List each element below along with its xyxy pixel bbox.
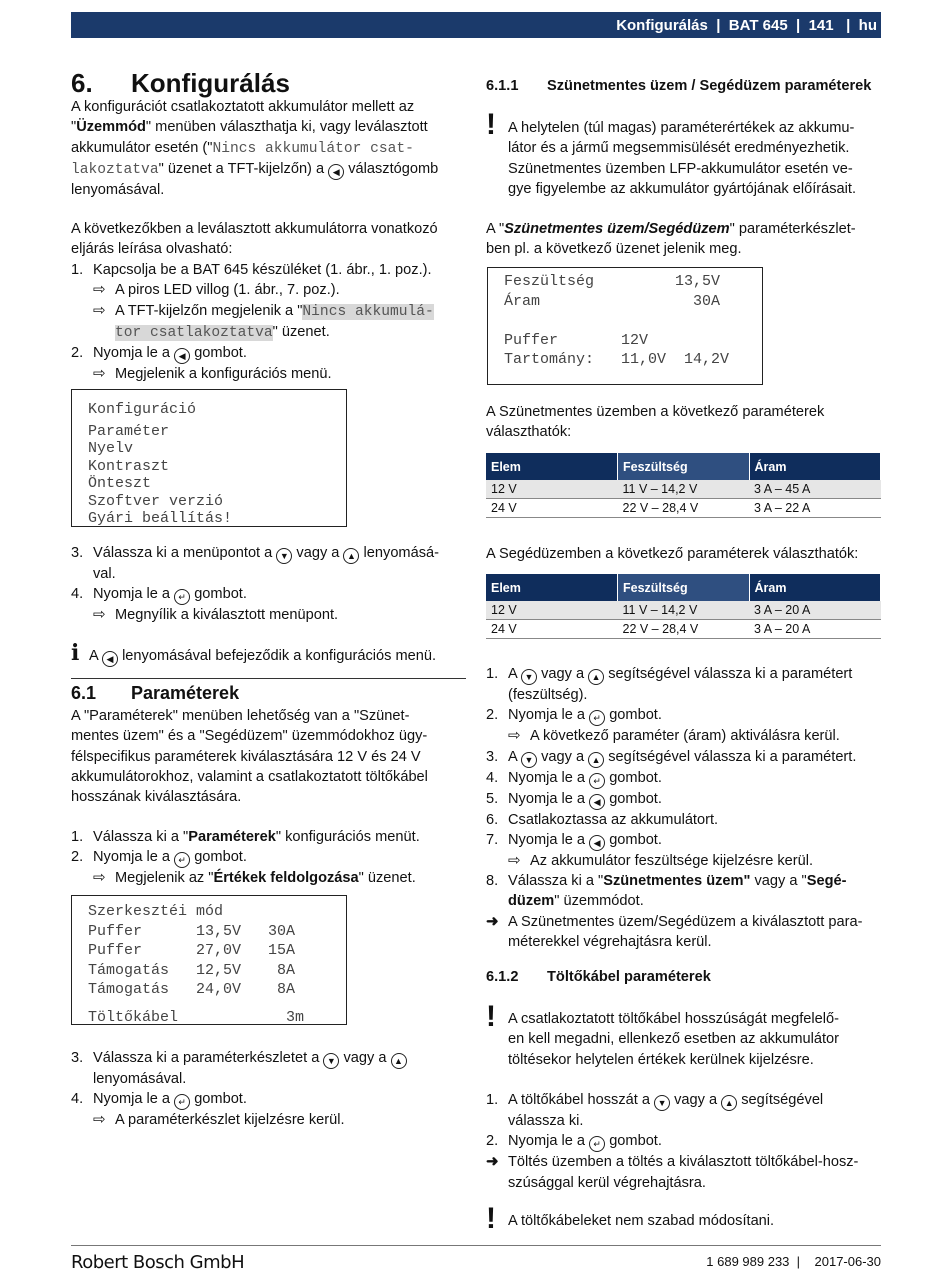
left-arrow-button-icon: ◀ bbox=[589, 794, 605, 810]
text-line: A Szünetmentes üzemben a következő paraméterek bbox=[486, 404, 825, 420]
result-arrow-icon: ⇨ bbox=[93, 301, 106, 319]
steps-list-5: 1. A ▼ vagy a ▲ segítségével válassza ki a paramétert (feszültség). 2. Nyomja le a ↵ gombot. ⇨ A következő paraméter (áram) aktiválásra kerül. 3. A ▼ vagy a ▲ segítségével válassza ki a paramétert. 4. Nyomja le a ↵ gombot. 5. Nyomja le a ◀ gombot. 6. Csatlakoztassa az akkumulátort. 7. Nyomja le a ◀ gombot. ⇨ Az akkumulátor feszültsége kijelzésre kerül. 8. Válassza ki a "Szünetmentes üzem" vagy a "Segé- düzem" üzemmódot. ➜ A Szünetmentes üzem/Segédüzem a kiválasztott para- méterekkel végrehajtásra kerül. bbox=[486, 664, 886, 952]
table-header-cell: Áram bbox=[749, 574, 881, 601]
text-line: A csatlakoztatott töltőkábel hosszúságát megfelelő- bbox=[508, 1011, 839, 1027]
table-cell: 3 A – 20 A bbox=[749, 601, 881, 620]
list-item: 1. A töltőkábel hosszát a ▼ vagy a ▲ segítségével bbox=[486, 1090, 886, 1111]
table-cell: 3 A – 45 A bbox=[749, 480, 881, 499]
up-arrow-button-icon: ▲ bbox=[391, 1053, 407, 1069]
text-line: en kell megadni, ellenkező esetben az akkumulátor bbox=[508, 1031, 839, 1048]
header-section: Konfigurálás bbox=[616, 16, 708, 34]
header-lang: hu bbox=[858, 16, 877, 34]
steps-list-1: 1. Kapcsolja be a BAT 645 készüléket (1. ábr., 1. poz.). ⇨ A piros LED villog (1. ábr., 7. poz.). ⇨ A TFT-kijelzőn megjelenik a "Nincs akkumulá- tor csatlakoztatva" üzenet. 2. Nyomja le a ◀ gombot. ⇨ Megjelenik a konfigurációs menü. bbox=[71, 260, 471, 384]
text-line: töltésekor helytelen értékek kerülnek kijelzésre. bbox=[508, 1051, 814, 1068]
list-item: 4. Nyomja le a ↵ gombot. bbox=[71, 1089, 471, 1110]
warning-icon: ! bbox=[486, 1000, 496, 1033]
result-arrow-icon: ⇨ bbox=[508, 851, 521, 869]
table-cell: 11 V – 14,2 V bbox=[618, 480, 750, 499]
doc-number: 1 689 989 233 bbox=[706, 1254, 790, 1269]
up-arrow-button-icon: ▲ bbox=[588, 752, 604, 768]
enter-button-icon: ↵ bbox=[174, 589, 190, 605]
lcd-edit-mode bbox=[71, 895, 347, 1025]
up-arrow-button-icon: ▲ bbox=[343, 548, 359, 564]
lcd-line: Puffer 13,5V 30A bbox=[88, 922, 296, 940]
list-item: 7. Nyomja le a ◀ gombot. bbox=[486, 830, 886, 851]
lcd-line: Tartomány: 11,0V 14,2V bbox=[504, 351, 730, 368]
list-item: 4. Nyomja le a ↵ gombot. bbox=[71, 584, 471, 605]
down-arrow-button-icon: ▼ bbox=[521, 752, 537, 768]
lcd-line: Nyelv bbox=[88, 440, 134, 457]
doc-date: 2017-06-30 bbox=[814, 1254, 881, 1269]
result-arrow-icon: ⇨ bbox=[93, 365, 106, 383]
down-arrow-button-icon: ▼ bbox=[654, 1095, 670, 1111]
result-arrow-icon: ⇨ bbox=[93, 1111, 106, 1129]
footer-info: 1 689 989 233 | 2017-06-30 bbox=[706, 1254, 881, 1269]
lcd-line: Töltőkábel 3m bbox=[88, 1008, 305, 1026]
table-header-cell: Feszültség bbox=[618, 453, 750, 480]
text-line: választhatók: bbox=[486, 424, 572, 441]
lcd-line: Áram 30A bbox=[504, 292, 721, 310]
paragraph: A Segédüzemben a következő paraméterek választhatók: bbox=[486, 546, 859, 562]
enter-button-icon: ↵ bbox=[589, 773, 605, 789]
lcd-line: Támogatás 12,5V 8A bbox=[88, 961, 296, 979]
table-header-cell: Feszültség bbox=[618, 574, 750, 601]
down-arrow-button-icon: ▼ bbox=[521, 669, 537, 685]
steps-list-4: 3. Válassza ki a paraméterkészletet a ▼ vagy a ▲ lenyomásával. 4. Nyomja le a ↵ gombot. ⇨ A paraméterkészlet kijelzésre kerül. bbox=[71, 1048, 471, 1131]
result-arrow-icon: ⇨ bbox=[93, 606, 106, 624]
enter-button-icon: ↵ bbox=[174, 1094, 190, 1110]
list-item: 1. A ▼ vagy a ▲ segítségével válassza ki a paramétert bbox=[486, 664, 886, 685]
section-divider bbox=[71, 678, 466, 679]
result-arrow-icon: ⇨ bbox=[93, 869, 106, 887]
header-sep: | bbox=[716, 16, 721, 34]
lcd-line: Szerkesztéi mód bbox=[88, 903, 224, 920]
lcd-line: Puffer 12V bbox=[504, 331, 649, 349]
table-cell: 12 V bbox=[486, 601, 618, 620]
list-item: 2. Nyomja le a ↵ gombot. bbox=[486, 1131, 886, 1152]
warning-text: A töltőkábeleket nem szabad módosítani. bbox=[508, 1213, 775, 1229]
page-header bbox=[71, 12, 881, 38]
list-item: 6. Csatlakoztassa az akkumulátort. bbox=[486, 811, 719, 828]
table-cell: 11 V – 14,2 V bbox=[618, 601, 750, 620]
list-item: 1. Kapcsolja be a BAT 645 készüléket (1. ábr., 1. poz.). bbox=[71, 262, 432, 278]
lcd-line: Paraméter bbox=[88, 422, 170, 440]
footer-divider bbox=[71, 1245, 881, 1246]
table-header-cell: Elem bbox=[486, 453, 618, 480]
header-sep: | bbox=[846, 16, 851, 34]
table-header-cell: Elem bbox=[486, 574, 618, 601]
result-arrow-icon: ⇨ bbox=[93, 281, 106, 299]
steps-list-2: 3. Válassza ki a menüpontot a ▼ vagy a ▲ lenyomásá- val. 4. Nyomja le a ↵ gombot. ⇨ Megnyílik a kiválasztott menüpont. bbox=[71, 543, 471, 626]
text-line: gye figyelembe az akkumulátor gyártójának előírásait. bbox=[508, 180, 856, 197]
procedure-intro: A következőkben a leválasztott akkumulátorra vonatkozó eljárás leírása olvasható: bbox=[71, 221, 438, 258]
down-arrow-button-icon: ▼ bbox=[276, 548, 292, 564]
warning-icon: ! bbox=[486, 1202, 496, 1235]
list-item: 2. Nyomja le a ↵ gombot. bbox=[486, 705, 886, 726]
lcd-line bbox=[504, 311, 762, 331]
enter-button-icon: ↵ bbox=[589, 710, 605, 726]
section-title: 6.1 Paraméterek bbox=[71, 683, 240, 703]
left-arrow-button-icon: ◀ bbox=[102, 651, 118, 667]
lcd-line: Szoftver verzió bbox=[88, 492, 224, 510]
tft-message: Nincs akkumulátor csat- bbox=[212, 140, 414, 157]
list-item: 5. Nyomja le a ◀ gombot. bbox=[486, 789, 886, 810]
list-item: 1. Válassza ki a "Paraméterek" konfigurációs menüt. bbox=[71, 829, 420, 845]
lcd-line: Puffer 27,0V 15A bbox=[88, 942, 296, 959]
enter-button-icon: ↵ bbox=[589, 1136, 605, 1152]
lcd-line: Feszültség 13,5V bbox=[504, 273, 721, 290]
header-sep: | bbox=[796, 16, 801, 34]
paragraph bbox=[486, 402, 882, 443]
steps-list-6: 1. A töltőkábel hosszát a ▼ vagy a ▲ segítségével válassza ki. 2. Nyomja le a ↵ gombot. ➜ Töltés üzemben a töltés a kiválasztott töltőkábel-hosz- szúsággal kerül végrehajtásra. bbox=[486, 1090, 886, 1193]
chapter-heading: Konfigurálás bbox=[131, 68, 290, 98]
mode-menu-name: Üzemmód bbox=[76, 119, 146, 136]
subsection-title: 6.1.2 Töltőkábel paraméterek bbox=[486, 969, 711, 985]
enter-button-icon: ↵ bbox=[174, 852, 190, 868]
text-line: félspecifikus paraméterek kiválasztására 12 V és 24 V bbox=[71, 748, 421, 765]
lcd-line: Kontraszt bbox=[88, 457, 170, 475]
list-item: 4. Nyomja le a ↵ gombot. bbox=[486, 768, 886, 789]
lcd-line: Gyári beállítás! bbox=[88, 510, 233, 527]
table-row bbox=[486, 601, 881, 620]
paragraph: A "Szünetmentes üzem/Segédüzem" paraméterkészlet- ben pl. a következő üzenet jelenik meg. bbox=[486, 221, 856, 258]
up-arrow-button-icon: ▲ bbox=[588, 669, 604, 685]
header-page: 141 bbox=[808, 16, 834, 34]
down-arrow-button-icon: ▼ bbox=[323, 1053, 339, 1069]
left-arrow-button-icon: ◀ bbox=[328, 164, 344, 180]
table-cell: 12 V bbox=[486, 480, 618, 499]
table-cell: 22 V – 28,4 V bbox=[618, 620, 750, 639]
left-arrow-button-icon: ◀ bbox=[589, 835, 605, 851]
list-item: 3. A ▼ vagy a ▲ segítségével válassza ki a paramétert. bbox=[486, 747, 886, 768]
table-cell: 22 V – 28,4 V bbox=[618, 499, 750, 518]
list-item: 3. Válassza ki a paraméterkészletet a ▼ vagy a ▲ bbox=[71, 1048, 471, 1069]
list-item: 2. Nyomja le a ↵ gombot. bbox=[71, 847, 471, 868]
lcd-line: Támogatás 24,0V 8A bbox=[88, 981, 296, 998]
intro-paragraph: A konfigurációt csatlakoztatott akkumulátor mellett az "Üzemmód" menüben választhatja ki, vagy leválasztott akkumulátor esetén ("Nincs akkumulátor csat- lakoztatva" üzenet a TFT-kijelzőn) a ◀ választógomb lenyomásával. bbox=[71, 99, 439, 199]
chapter-title bbox=[71, 68, 290, 99]
text-line: A "Paraméterek" menüben lehetőség van a "Szünet- bbox=[71, 708, 410, 724]
text-line: Szünetmentes üzemben LFP-akkumulátor esetén ve- bbox=[508, 160, 853, 177]
lcd-line: Konfiguráció bbox=[88, 401, 197, 418]
final-result-arrow-icon: ➜ bbox=[486, 1153, 499, 1171]
text-line: látor és a jármű megsemmisülését eredményezhetik. bbox=[508, 140, 850, 157]
table-cell: 24 V bbox=[486, 620, 618, 639]
table-row bbox=[486, 499, 881, 518]
header-model: BAT 645 bbox=[728, 16, 788, 34]
lcd-line: Önteszt bbox=[88, 475, 152, 492]
list-item: 8. Válassza ki a "Szünetmentes üzem" vagy a "Segé- bbox=[486, 873, 847, 890]
result-arrow-icon: ⇨ bbox=[508, 727, 521, 745]
up-arrow-button-icon: ▲ bbox=[721, 1095, 737, 1111]
ups-params-table bbox=[486, 453, 881, 518]
chapter-number: 6. bbox=[71, 68, 93, 98]
text-line: hosszának kiválasztására. bbox=[71, 789, 242, 806]
text-line: mentes üzem" és a "Segédüzem" üzemmódokhoz ügy- bbox=[71, 728, 428, 745]
lcd-ups-params bbox=[487, 267, 763, 385]
list-item: 3. Válassza ki a menüpontot a ▼ vagy a ▲ lenyomásá- bbox=[71, 543, 471, 564]
table-cell: 24 V bbox=[486, 499, 618, 518]
text-line: A helytelen (túl magas) paraméterértékek az akkumu- bbox=[508, 120, 855, 136]
table-header-cell: Áram bbox=[749, 453, 881, 480]
table-cell: 3 A – 22 A bbox=[749, 499, 881, 518]
text-line: akkumulátorokhoz, valamint a csatlakoztatott töltőkábel bbox=[71, 768, 428, 785]
warning-icon: ! bbox=[486, 108, 496, 141]
table-row bbox=[486, 620, 881, 639]
table-cell: 3 A – 20 A bbox=[749, 620, 881, 639]
warning-text bbox=[508, 1009, 884, 1070]
final-result-arrow-icon: ➜ bbox=[486, 912, 499, 930]
company-name: Robert Bosch GmbH bbox=[71, 1252, 245, 1273]
warning-text bbox=[508, 118, 884, 199]
list-item: 2. Nyomja le a ◀ gombot. bbox=[71, 343, 471, 364]
subsection-title: 6.1.1 Szünetmentes üzem / Segédüzem paraméterek bbox=[486, 78, 872, 94]
parameters-paragraph bbox=[71, 706, 471, 807]
lcd-config-menu bbox=[71, 389, 347, 527]
steps-list-3: 1. Válassza ki a "Paraméterek" konfigurációs menüt. 2. Nyomja le a ↵ gombot. ⇨ Megjelenik az "Értékek feldolgozása" üzenet. bbox=[71, 827, 471, 889]
info-note: i A ◀ lenyomásával befejeződik a konfigurációs menü. bbox=[71, 640, 437, 666]
info-icon: i bbox=[71, 640, 80, 666]
table-row bbox=[486, 480, 881, 499]
aux-params-table bbox=[486, 574, 881, 639]
left-arrow-button-icon: ◀ bbox=[174, 348, 190, 364]
